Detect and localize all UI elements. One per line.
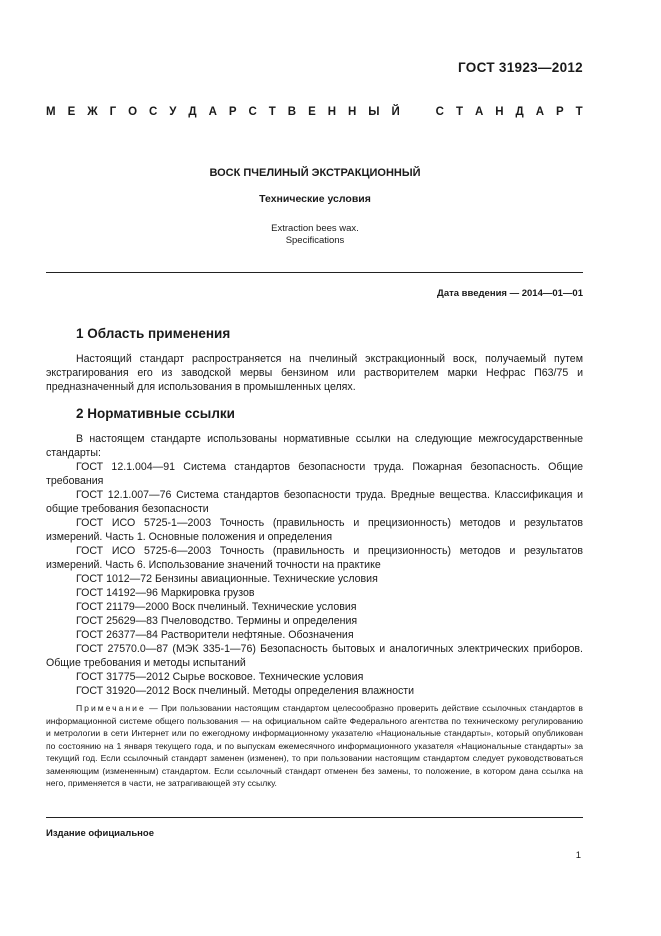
letter: Н [327, 106, 337, 118]
reference-item: ГОСТ 12.1.007—76 Система стандартов безопасности труда. Вредные вещества. Классификация и общие требования безопасности [46, 489, 583, 515]
document-subtitle: Технические условия [259, 193, 371, 205]
reference-item: ГОСТ 21179—2000 Воск пчелиный. Технические условия [76, 601, 357, 613]
letter: Ы [368, 106, 380, 118]
letter: А [208, 106, 217, 118]
letter: М [46, 106, 56, 118]
reference-item: ГОСТ 1012—72 Бензины авиационные. Технические условия [76, 573, 378, 585]
section-1-paragraph: Настоящий стандарт распространяется на пчелиный экстракционный воск, получаемый путем экстрагирования его из заводской мервы бензином или растворителем марки Нефрас П63/75 и предназначенный для использования в промышленных целях. [46, 353, 583, 393]
letter: Т [575, 106, 583, 118]
letter: Е [67, 106, 76, 118]
section-1-heading: 1 Область применения [76, 326, 231, 341]
note-label: Примечание [76, 703, 146, 713]
references-intro: В настоящем стандарте использованы нормативные ссылки на следующие межгосударственные стандарты: [46, 433, 583, 459]
references-list [46, 432, 583, 698]
reference-item: ГОСТ 25629—83 Пчеловодство. Термины и определения [76, 615, 358, 627]
letter: С [435, 106, 444, 118]
letter: Й [391, 106, 400, 118]
interstate-standard-heading [46, 106, 583, 118]
letter: А [535, 106, 544, 118]
gost-number: ГОСТ 31923—2012 [458, 60, 583, 75]
reference-item: ГОСТ ИСО 5725-6—2003 Точность (правильность и прецизионность) методов и результатов измерений. Часть 6. Использование значений точности на практике [46, 545, 583, 571]
reference-item: ГОСТ 27570.0—87 (МЭК 335-1—76) Безопасность бытовых и аналогичных электрических приборов. Общие требования и методы испытаний [46, 643, 583, 669]
reference-item: ГОСТ 14192—96 Маркировка грузов [76, 587, 255, 599]
english-title-line2: Specifications [285, 235, 345, 246]
reference-item: ГОСТ 12.1.004—91 Система стандартов безопасности труда. Пожарная безопасность. Общие требования [46, 461, 583, 487]
document-title: ВОСК ПЧЕЛИНЫЙ ЭКСТРАКЦИОННЫЙ [209, 167, 421, 179]
note-block [46, 702, 583, 790]
letter: С [248, 106, 257, 118]
letter: Н [495, 106, 504, 118]
reference-item: ГОСТ 26377—84 Растворители нефтяные. Обозначения [76, 629, 354, 641]
letter: Р [555, 106, 564, 118]
english-title-line1: Extraction bees wax. [271, 223, 359, 234]
letter: О [128, 106, 138, 118]
letter: Д [515, 106, 524, 118]
reference-item: ГОСТ 31775—2012 Сырье восковое. Технические условия [76, 671, 364, 683]
letter: Г [109, 106, 117, 118]
footer-divider [46, 817, 583, 818]
letter: У [169, 106, 177, 118]
letter: Т [455, 106, 463, 118]
letter: Т [268, 106, 276, 118]
section-1-text [46, 352, 583, 394]
edition-label: Издание официальное [46, 828, 154, 839]
note-text: — При пользовании настоящим стандартом целесообразно проверить действие ссылочных стандартов в информационной системе общего пользования — на официальном сайте Федерального агентства по техническому регулированию и метрологии в сети Интернет или по ежегодному информационному указателю «Национальные стандарты», который опубликован по состоянию на 1 января текущего года, и по выпускам ежемесячного информационного указателя «Национальные стандарты» за текущий год. Если ссылочный стандарт заменен (изменен), то при пользовании настоящим стандартом следует руководствоваться заменяющим (измененным) стандартом. Если ссылочный стандарт отменен без замены, то положение, в котором дана ссылка на него, применяется в части, не затрагивающей эту ссылку. [46, 703, 583, 788]
english-title [0, 223, 630, 247]
letter: В [287, 106, 297, 118]
letter: С [149, 106, 158, 118]
section-2-heading: 2 Нормативные ссылки [76, 406, 235, 421]
letter: Р [228, 106, 237, 118]
page-number: 1 [575, 850, 581, 861]
header-divider [46, 272, 583, 273]
reference-item: ГОСТ ИСО 5725-1—2003 Точность (правильность и прецизионность) методов и результатов измерений. Часть 1. Основные положения и определения [46, 517, 583, 543]
letter: Н [347, 106, 357, 118]
letter: Д [188, 106, 197, 118]
intro-date: Дата введения — 2014—01—01 [437, 288, 583, 299]
letter: Ж [87, 106, 98, 118]
reference-item: ГОСТ 31920—2012 Воск пчелиный. Методы определения влажности [76, 685, 415, 697]
letter: Е [308, 106, 316, 118]
letter: А [474, 106, 484, 118]
